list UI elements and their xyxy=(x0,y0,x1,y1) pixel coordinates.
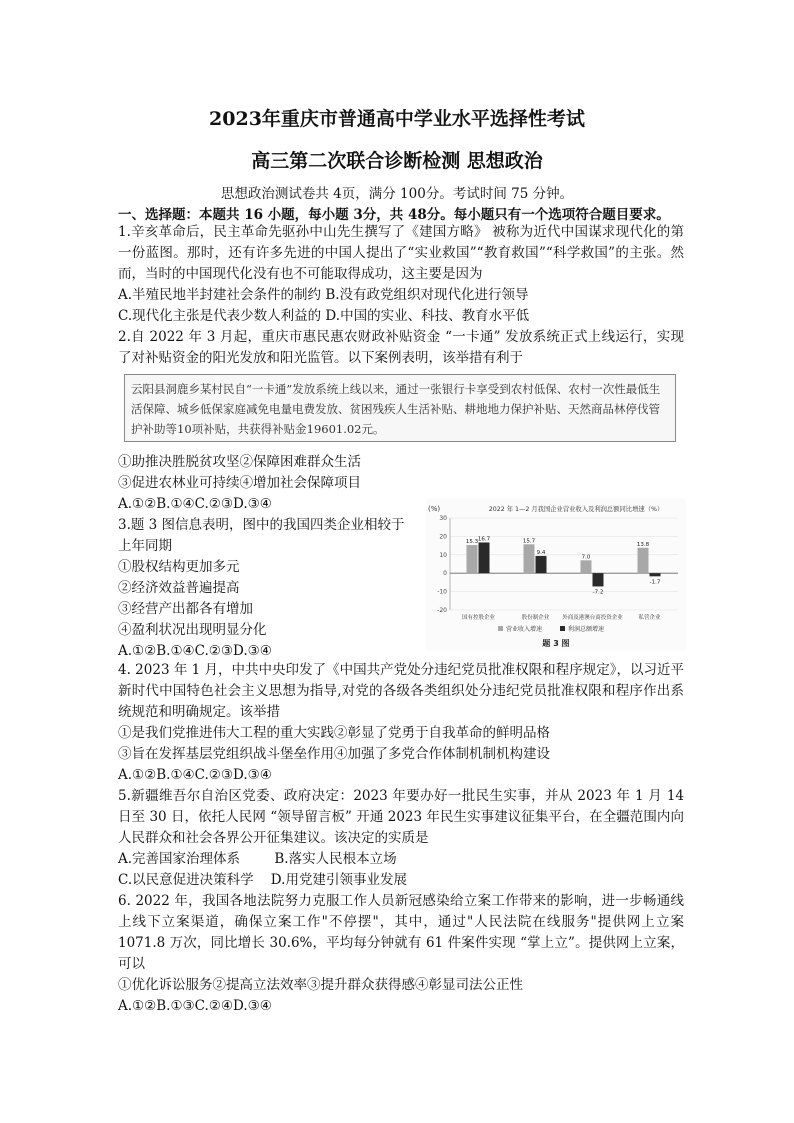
bar-value-label: 15.3 xyxy=(465,539,479,546)
bar-value-label: 13.8 xyxy=(636,541,650,548)
bar-value-label: -7.2 xyxy=(592,589,604,596)
q2-excerpt: 云阳县洞鹿乡某村民自“一卡通”发放系统上线以来，通过一张银行卡享受到农村低保、农村一次性最低生活保障、城乡低保家庭减免电量电费发放、贫困残疾人生活补贴、耕地地力保护补贴、天然商品林停伐管护补助等10项补贴，共获得补贴金19601.02元。 xyxy=(124,374,676,442)
exam-title: 2023年重庆市普通高中学业水平选择性考试 xyxy=(209,108,585,130)
q3-choices: A.①②B.①④C.②③D.③④ xyxy=(118,643,272,659)
q2-stem: 2.自 2022 年 3 月起，重庆市惠民惠农财政补贴资金 “一卡通” 发放系统正式上线运行，实现了对补贴资金的阳光发放和阳光监管。以下案例表明，该举措有利于 xyxy=(118,329,684,366)
y-tick-label: 30 xyxy=(439,515,447,522)
section-heading: 一、选择题：本题共 16 小题，每小题 3分，共 48分。每小题只有一个选项符合题目要求。 xyxy=(118,207,670,223)
q6-stem: 6. 2022 年，我国各地法院努力克服工作人员新冠感染给立案工作带来的影响，进一步畅通线上线下立案渠道，确保立案工作"不停摆"，其中，通过"人民法院在线服务"提供网上立案 1071.8 万次，同比增长 30.6%，平均每分钟就有 61 件案件实现 “掌上立”。提供网上立案，可以 xyxy=(118,893,684,972)
q6-items: ①优化诉讼服务②提高立法效率③提升群众获得感④彰显司法公正性 xyxy=(118,977,523,993)
q4-items-34: ③旨在发挥基层党组织战斗堡垒作用④加强了多党合作体制机制机构建设 xyxy=(118,746,550,762)
bar-revenue xyxy=(638,548,649,573)
legend-swatch-profit xyxy=(560,626,565,631)
category-label: 私营企业 xyxy=(638,615,661,621)
q1-options-ab: A.半殖民地半封建社会条件的制约 B.没有政党组织对现代化进行领导 xyxy=(118,287,529,303)
legend-profit: 利润总额增速 xyxy=(568,626,605,633)
q6-choices: A.①②B.①③C.②④D.③④ xyxy=(118,998,272,1014)
category-label: 股份制企业 xyxy=(521,615,550,621)
bar-profit xyxy=(593,573,604,586)
y-tick-label: 10 xyxy=(439,551,447,559)
legend-revenue: 营业收入增速 xyxy=(506,626,543,633)
bar-revenue xyxy=(524,544,535,573)
y-tick-label: -10 xyxy=(437,588,447,596)
bar-revenue xyxy=(581,560,592,573)
q3-item-2: ②经济效益普遍提高 xyxy=(118,580,240,596)
category-label: 外商及港澳台商投资企业 xyxy=(562,615,623,621)
y-tick-label: 20 xyxy=(439,533,447,541)
chart-title: 2022 年 1—2 月我国企业营业收入及利润总额同比增速（%） xyxy=(488,506,664,513)
y-tick-label: -20 xyxy=(437,607,447,614)
q3-item-4: ④盈利状况出现明显分化 xyxy=(118,622,267,638)
q3-item-3: ③经营产出都各有增加 xyxy=(118,601,253,617)
exam-info: 思想政治测试卷共 4页，满分 100分。考试时间 75 分钟。 xyxy=(220,186,574,202)
q4-items-12: ①是我们党推进伟大工程的重大实践②彰显了党勇于自我革命的鲜明品格 xyxy=(118,725,550,741)
q1-options-cd: C.现代化主张是代表少数人利益的 D.中国的实业、科技、教育水平低 xyxy=(118,308,530,324)
bar-value-label: 16.7 xyxy=(477,536,491,543)
exam-subtitle: 高三第二次联合诊断检测 思想政治 xyxy=(251,150,543,172)
q5-stem: 5.新疆维吾尔自治区党委、政府决定：2023 年要办好一批民生实事，并从 2023 年 1 月 14 日至 30 日，依托人民网 “领导留言板” 开通 2023 年民生实事建议征集平台，在全疆范围内向人民群众和社会各界公开征集建议。该决定的实质是 xyxy=(118,788,684,846)
q3-item-1: ①股权结构更加多元 xyxy=(118,559,240,575)
q2-items-12: ①助推决胜脱贫攻坚②保障困难群众生活 xyxy=(118,454,361,470)
y-tick-label: 0 xyxy=(443,570,447,578)
bar-revenue xyxy=(467,545,478,573)
bar-value-label: -1.7 xyxy=(649,579,661,586)
q2-choices: A.①②B.①④C.②③D.③④ xyxy=(118,496,272,512)
q5-options-ab: A.完善国家治理体系 B.落实人民根本立场 xyxy=(118,851,397,867)
legend-swatch-revenue xyxy=(498,626,503,631)
chart-y-unit: (%) xyxy=(428,505,441,513)
q4-choices: A.①②B.①④C.②③D.③④ xyxy=(118,767,272,783)
bar-value-label: 9.4 xyxy=(536,549,546,556)
bar-value-label: 15.7 xyxy=(522,538,536,545)
category-label: 国有控股企业 xyxy=(461,615,496,621)
q4-stem: 4. 2023 年 1 月，中共中央印发了《中国共产党处分违纪党员批准权限和程序规定》，以习近平新时代中国特色社会主义思想为指导,对党的各级各类组织处分违纪党员批准权限和程序作出系统规范和明确规定。该举措 xyxy=(118,662,684,720)
q3-stem-cont: 上年同期 xyxy=(118,538,172,554)
q1-stem: 1.辛亥革命后，民主革命先驱孙中山先生撰写了《建国方略》 被称为近代中国谋求现代化的第一份蓝图。那时，还有许多先进的中国人提出了“实业救国”“教育救国”“科学救国”的主张。然而，当时的中国现代化没有也不可能取得成功，这主要是因为 xyxy=(118,224,684,282)
q2-items-34: ③促进农林业可持续④增加社会保障项目 xyxy=(118,475,361,491)
bar-profit xyxy=(536,556,547,573)
bar-value-label: 7.0 xyxy=(581,554,591,561)
bar-profit xyxy=(479,542,490,573)
bar-profit xyxy=(650,573,661,576)
q5-options-cd: C.以民意促进决策科学 D.用党建引领事业发展 xyxy=(118,872,407,888)
bar-chart xyxy=(426,498,686,650)
chart-caption: 题 3 图 xyxy=(542,639,570,648)
q3-stem: 3.题 3 图信息表明，图中的我国四类企业相较于 xyxy=(118,517,405,533)
q3-chart xyxy=(426,498,686,650)
